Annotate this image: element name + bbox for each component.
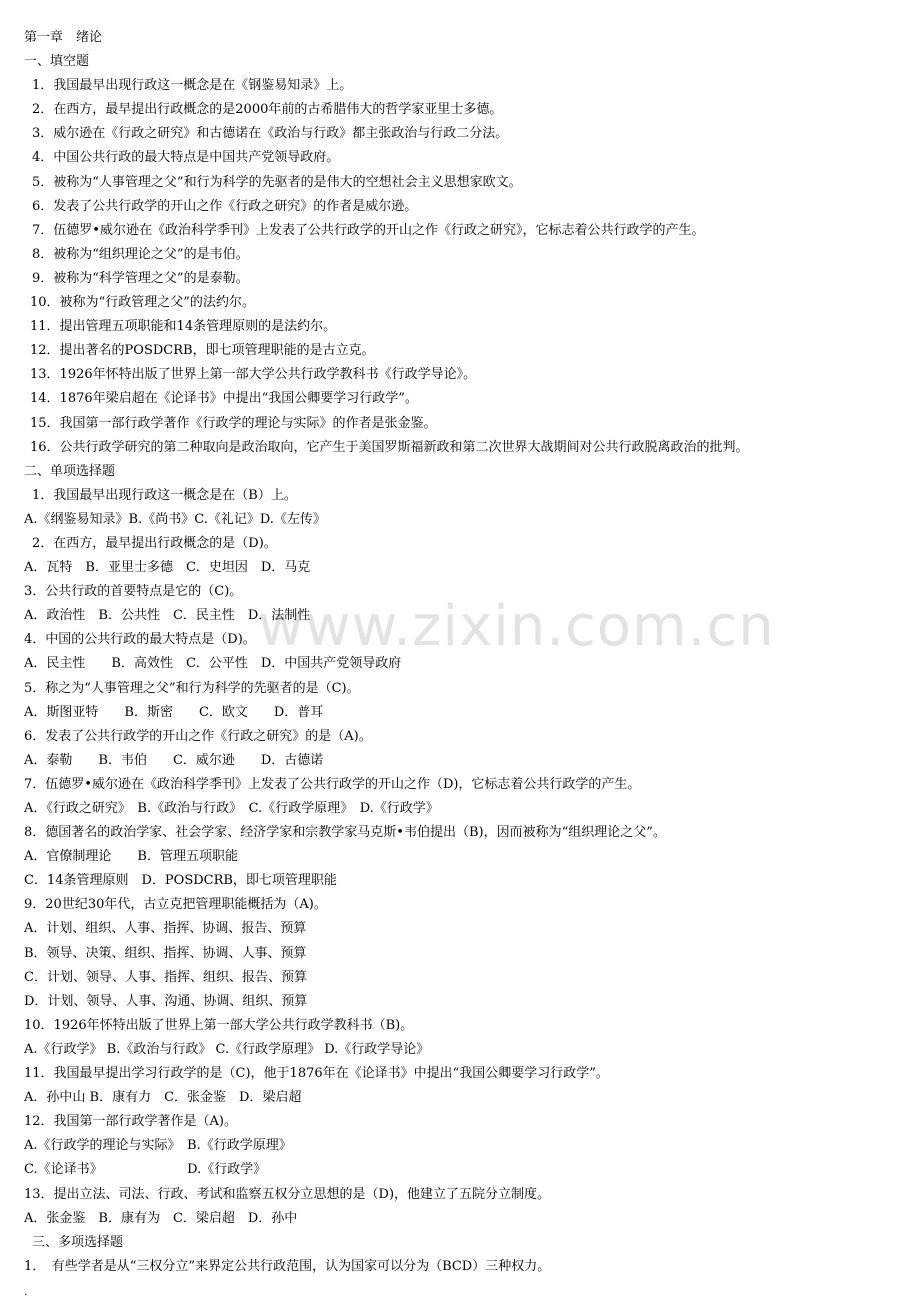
option-line: A．泰勒 B．韦伯 C．威尔逊 D．古德诺 xyxy=(24,752,324,768)
footer-mark: . xyxy=(24,1285,28,1298)
option-line: C．计划、领导、人事、指挥、组织、报告、预算 xyxy=(24,969,307,985)
question-line: 10．被称为“行政管理之父”的法约尔。 xyxy=(30,295,255,311)
option-line: A．《行政之研究》 B.《政治与行政》 C.《行政学原理》 D.《行政学》 xyxy=(24,801,439,816)
option-line: A．孙中山 B．康有力 C．张金鉴 D．梁启超 xyxy=(24,1090,302,1106)
question-line: 7．伍德罗•威尔逊在《政治科学季刊》上发表了公共行政学的开山之作（D)，它标志着公共行政学的产生。 xyxy=(24,776,641,792)
option-line: B．领导、决策、组织、指挥、协调、人事、预算 xyxy=(24,945,307,961)
option-line: A.《行政学》 B.《政治与行政》 C.《行政学原理》 D.《行政学导论》 xyxy=(24,1041,430,1057)
option-line: A．张金鉴 B．康有为 C．梁启超 D．孙中 xyxy=(24,1210,298,1226)
question-line: 12．我国第一部行政学著作是（A)。 xyxy=(24,1114,238,1130)
question-line: 11．提出管理五项职能和14条管理原则的是法约尔。 xyxy=(30,319,337,335)
option-line: A．民主性 B．高效性 C．公平性 D．中国共产党领导政府 xyxy=(24,656,402,672)
option-line: A.《行政学的理论与实际》 B.《行政学原理》 xyxy=(24,1138,292,1154)
option-line: A．斯图亚特 B．斯密 C．欧文 D．普耳 xyxy=(24,704,324,720)
question-line: 12．提出著名的POSDCRB，即七项管理职能的是古立克。 xyxy=(30,343,375,359)
question-line: 9．被称为“科学管理之父”的是泰勒。 xyxy=(32,270,249,286)
question-line: 7．伍德罗•威尔逊在《政治科学季刊》上发表了公共行政学的开山之作《行政之研究》，它标志着公共行政学的产生。 xyxy=(32,222,705,238)
option-line: A.《纲鉴易知录》B.《尚书》C.《礼记》D.《左传》 xyxy=(24,511,326,527)
option-line: C.《论译书》 D.《行政学》 xyxy=(24,1162,267,1178)
option-line: C．14条管理原则 D．POSDCRB，即七项管理职能 xyxy=(24,873,337,889)
question-line: 2．在西方，最早提出行政概念的是（D)。 xyxy=(32,535,277,551)
option-line: D．计划、领导、人事、沟通、协调、组织、预算 xyxy=(24,993,308,1009)
watermark: www.zixin.com.cn xyxy=(258,594,775,659)
question-line: 13．1926年怀特出版了世界上第一部大学公共行政学教科书《行政学导论》。 xyxy=(30,367,477,383)
question-line: 14．1876年梁启超在《论译书》中提出“我国公卿要学习行政学”。 xyxy=(30,391,418,407)
section-heading: 一、填空题 xyxy=(24,54,90,70)
question-line: 6．发表了公共行政学的开山之作《行政之研究》的是（A)。 xyxy=(24,728,372,744)
option-line: A．官僚制理论 B．管理五项职能 xyxy=(24,849,238,865)
question-line: 11．我国最早提出学习行政学的是（C)，他于1876年在《论译书》中提出“我国公卿要学习行政学”。 xyxy=(24,1066,609,1082)
question-line: 4．中国的公共行政的最大特点是（D)。 xyxy=(24,632,256,648)
question-line: 10．1926年怀特出版了世界上第一部大学公共行政学教科书（B)。 xyxy=(24,1017,414,1033)
question-line: 4．中国公共行政的最大特点是中国共产党领导政府。 xyxy=(32,150,340,166)
option-line: A．政治性 B．公共性 C．民主性 D．法制性 xyxy=(24,608,311,624)
question-line: 9．20世纪30年代，古立克把管理职能概括为（A)。 xyxy=(24,897,327,913)
section-heading: 二、单项选择题 xyxy=(24,463,116,479)
option-line: A．瓦特 B．亚里士多德 C．史坦因 D．马克 xyxy=(24,560,311,576)
question-line: 16．公共行政学研究的第二种取向是政治取向，它产生于美国罗斯福新政和第二次世界大战期间对公共行政脱离政治的批判。 xyxy=(30,439,749,455)
question-line: 5．称之为“人事管理之父”和行为科学的先驱者的是（C)。 xyxy=(24,680,360,696)
question-line: 5．被称为“人事管理之父”和行为科学的先驱者的是伟大的空想社会主义思想家欧文。 xyxy=(32,174,522,190)
question-line: 1．我国最早出现行政这一概念是在（B）上。 xyxy=(32,487,297,503)
question-line: 3．公共行政的首要特点是它的（C)。 xyxy=(24,584,243,600)
question-line: 8．被称为“组织理论之父”的是韦伯。 xyxy=(32,246,249,262)
question-line: 15．我国第一部行政学著作《行政学的理论与实际》的作者是张金鉴。 xyxy=(30,415,437,431)
question-line: 13．提出立法、司法、行政、考试和监察五权分立思想的是（D)，他建立了五院分立制度。 xyxy=(24,1186,551,1202)
question-line: 2．在西方，最早提出行政概念的是2000年前的古希腊伟大的哲学家亚里士多德。 xyxy=(32,102,503,118)
section-heading: 三、多项选择题 xyxy=(32,1234,124,1250)
chapter-title: 第一章 绪论 xyxy=(24,30,103,45)
document-body xyxy=(24,26,904,1279)
question-line: 1．我国最早出现行政这一概念是在《钢鉴易知录》上。 xyxy=(32,78,353,94)
question-line: 1． 有些学者是从“三权分立”来界定公共行政范围，认为国家可以分为（BCD）三种权力。 xyxy=(24,1258,551,1274)
question-line: 8．德国著名的政治学家、社会学家、经济学家和宗教学家马克斯•韦伯提出（B)，因而被称为“组织理论之父”。 xyxy=(24,825,666,841)
question-line: 6．发表了公共行政学的开山之作《行政之研究》的作者是威尔逊。 xyxy=(32,198,418,214)
option-line: A．计划、组织、人事、指挥、协调、报告、预算 xyxy=(24,921,307,937)
question-line: 3．威尔逊在《行政之研究》和古德诺在《政治与行政》都主张政治与行政二分法。 xyxy=(32,126,509,142)
